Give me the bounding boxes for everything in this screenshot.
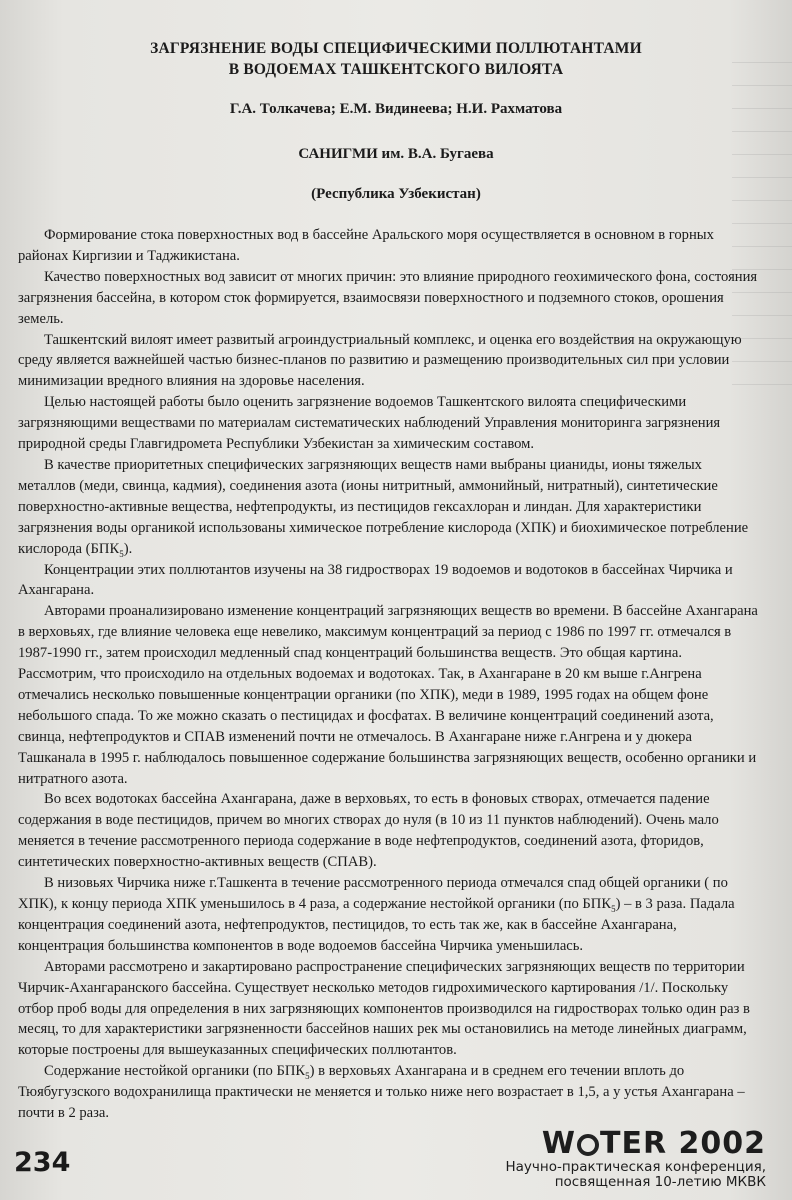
title-line-1: ЗАГРЯЗНЕНИЕ ВОДЫ СПЕЦИФИЧЕСКИМИ ПОЛЛЮТАНТАМИ [150, 40, 642, 57]
text-span: ). [123, 540, 133, 557]
water-drop-icon [577, 1134, 599, 1156]
paragraph: Авторами проанализировано изменение концентраций загрязняющих веществ во времени. В бассейне Ахангарана в верховьях, где влияние человека еще невелико, максимум концентраций за период с 1986 по 1997 гг. отмечался в 1987-1990 гг., затем происходил медленный спад концентраций большинства веществ. Это общая картина. Рассмотрим, что происходило на отдельных водоемах и водотоках. Так, в Ахангаране в 20 км выше г.Ангрена отмечались несколько повышенные концентрации органики (по ХПК), меди в 1989, 1995 годах на общем фоне небольшого спада. То же можно сказать о пестицидах и фосфатах. В величине концентраций соединений азота, свинца, нефтепродуктов и СПАВ изменений почти не отмечалось. В Ахангаране ниже г.Ангрена и у дюкера Ташканала в 1995 г. наблюдалось повышенное содержание большинства загрязняющих веществ, особенно органики и нитратного азота. [18, 603, 758, 787]
logo-text: TER 2002 [600, 1126, 766, 1161]
article-body [18, 225, 762, 1124]
paragraph [18, 455, 762, 560]
paragraph: Целью настоящей работы было оценить загрязнение водоемов Ташкентского вилоята специфическими загрязняющими веществами по материалам систематических наблюдений Управления мониторинга загрязнения природной среды Главгидромета Республики Узбекистан за химическим составом. [18, 394, 721, 453]
authors: Г.А. Толкачева; Е.М. Видинеева; Н.И. Рахматова [229, 101, 563, 117]
text-span: ) – в 3 раза. Падала концентрация соединений азота, нефтепродуктов, пестицидов, то есть так же, как в бассейне Ахангарана, концентрация большинства компонентов в воде водоемов бассейна Чирчика уменьшилась. [18, 896, 735, 954]
subscript: 5 [611, 903, 616, 914]
text-span: ) в верховьях Ахангарана и в среднем его течении вплоть до Тюябугузского водохранилища практически не меняется и только ниже него возрастает в 1,5, а у устья Ахангарана – почти в 2 раза. [18, 1063, 745, 1122]
text-span: В низовьях Чирчика ниже г.Ташкента в течение рассмотренного периода отмечался спад общей органики ( по ХПК), к концу периода ХПК уменьшилось в 4 раза, а содержание нестойкой органики (по БПК [18, 875, 728, 912]
paragraph [18, 873, 762, 957]
logo-letter: W [541, 1126, 576, 1161]
institute: САНИГМИ им. В.А. Бугаева [298, 146, 494, 162]
paragraph [18, 1061, 762, 1124]
paragraph: Формирование стока поверхностных вод в бассейне Аральского моря осуществляется в основном в горных районах Киргизии и Таджикистана. [18, 227, 714, 264]
paragraph: Во всех водотоках бассейна Ахангарана, даже в верховьях, то есть в фоновых створах, отмечается падение содержания в воде пестицидов, причем во многих створах до нуля (в 10 из 11 пунктов наблюдений). Очень мало меняется в течение рассмотренного периода содержание в воде нефтепродуктов, соединений азота, фторидов, синтетических поверхностно-активных веществ (СПАВ). [18, 791, 719, 871]
text-span: Содержание нестойкой органики (по БПК [44, 1063, 306, 1080]
article-title [40, 38, 752, 80]
conference-logo [466, 1128, 766, 1190]
subscript: 5 [119, 548, 124, 559]
text-span: В качестве приоритетных специфических загрязняющих веществ нами выбраны цианиды, ионы тяжелых металлов (меди, свинца, кадмия), соединения азота (ионы нитритный, аммонийный, нитратный), синтетические поверхностно-активные вещества, нефтепродукты, из пестицидов гексахлоран и линдан. Для характеристики загрязнения воды органикой использованы химическое потребление кислорода (ХПК) и биохимическое потребление кислорода (БПК [18, 456, 749, 557]
title-line-2: В ВОДОЕМАХ ТАШКЕНТСКОГО ВИЛОЯТА [228, 61, 564, 78]
paragraph: Качество поверхностных вод зависит от многих причин: это влияние природного геохимического фона, состояния загрязнения бассейна, в котором сток формируется, взаимосвязи поверхностного и подземного стоков, орошения земель. [18, 268, 758, 327]
logo-subtitle-1: Научно-практическая конференция, [505, 1159, 766, 1175]
subscript: 5 [305, 1071, 310, 1082]
page-number: 234 [14, 1147, 71, 1178]
logo-subtitle-2: посвященная 10-летию МКВК [554, 1174, 766, 1190]
paragraph: Авторами рассмотрено и закартировано распространение специфических загрязняющих веществ по территории Чирчик-Ахангаранского бассейна. Существует несколько методов гидрохимического картирования /1/. Поскольку отбор проб воды для определения в них загрязняющих компонентов производился на гидростворах только один раз в месяц, то для характеристики загрязненности бассейнов наших рек мы остановились на методе линейных диаграмм, которые построены для вышеуказанных специфических поллютантов. [18, 958, 750, 1059]
paragraph: Ташкентский вилоят имеет развитый агроиндустриальный комплекс, и оценка его воздействия на окружающую среду является важнейшей частью бизнес-планов по развитию и размещению производительных сил при условии минимизации вредного влияния на здоровье населения. [18, 331, 742, 390]
logo-wordmark [466, 1128, 766, 1160]
country: (Республика Узбекистан) [311, 186, 481, 202]
paragraph: Концентрации этих поллютантов изучены на 38 гидростворах 19 водоемов и водотоков в бассейнах Чирчика и Ахангарана. [18, 561, 733, 599]
